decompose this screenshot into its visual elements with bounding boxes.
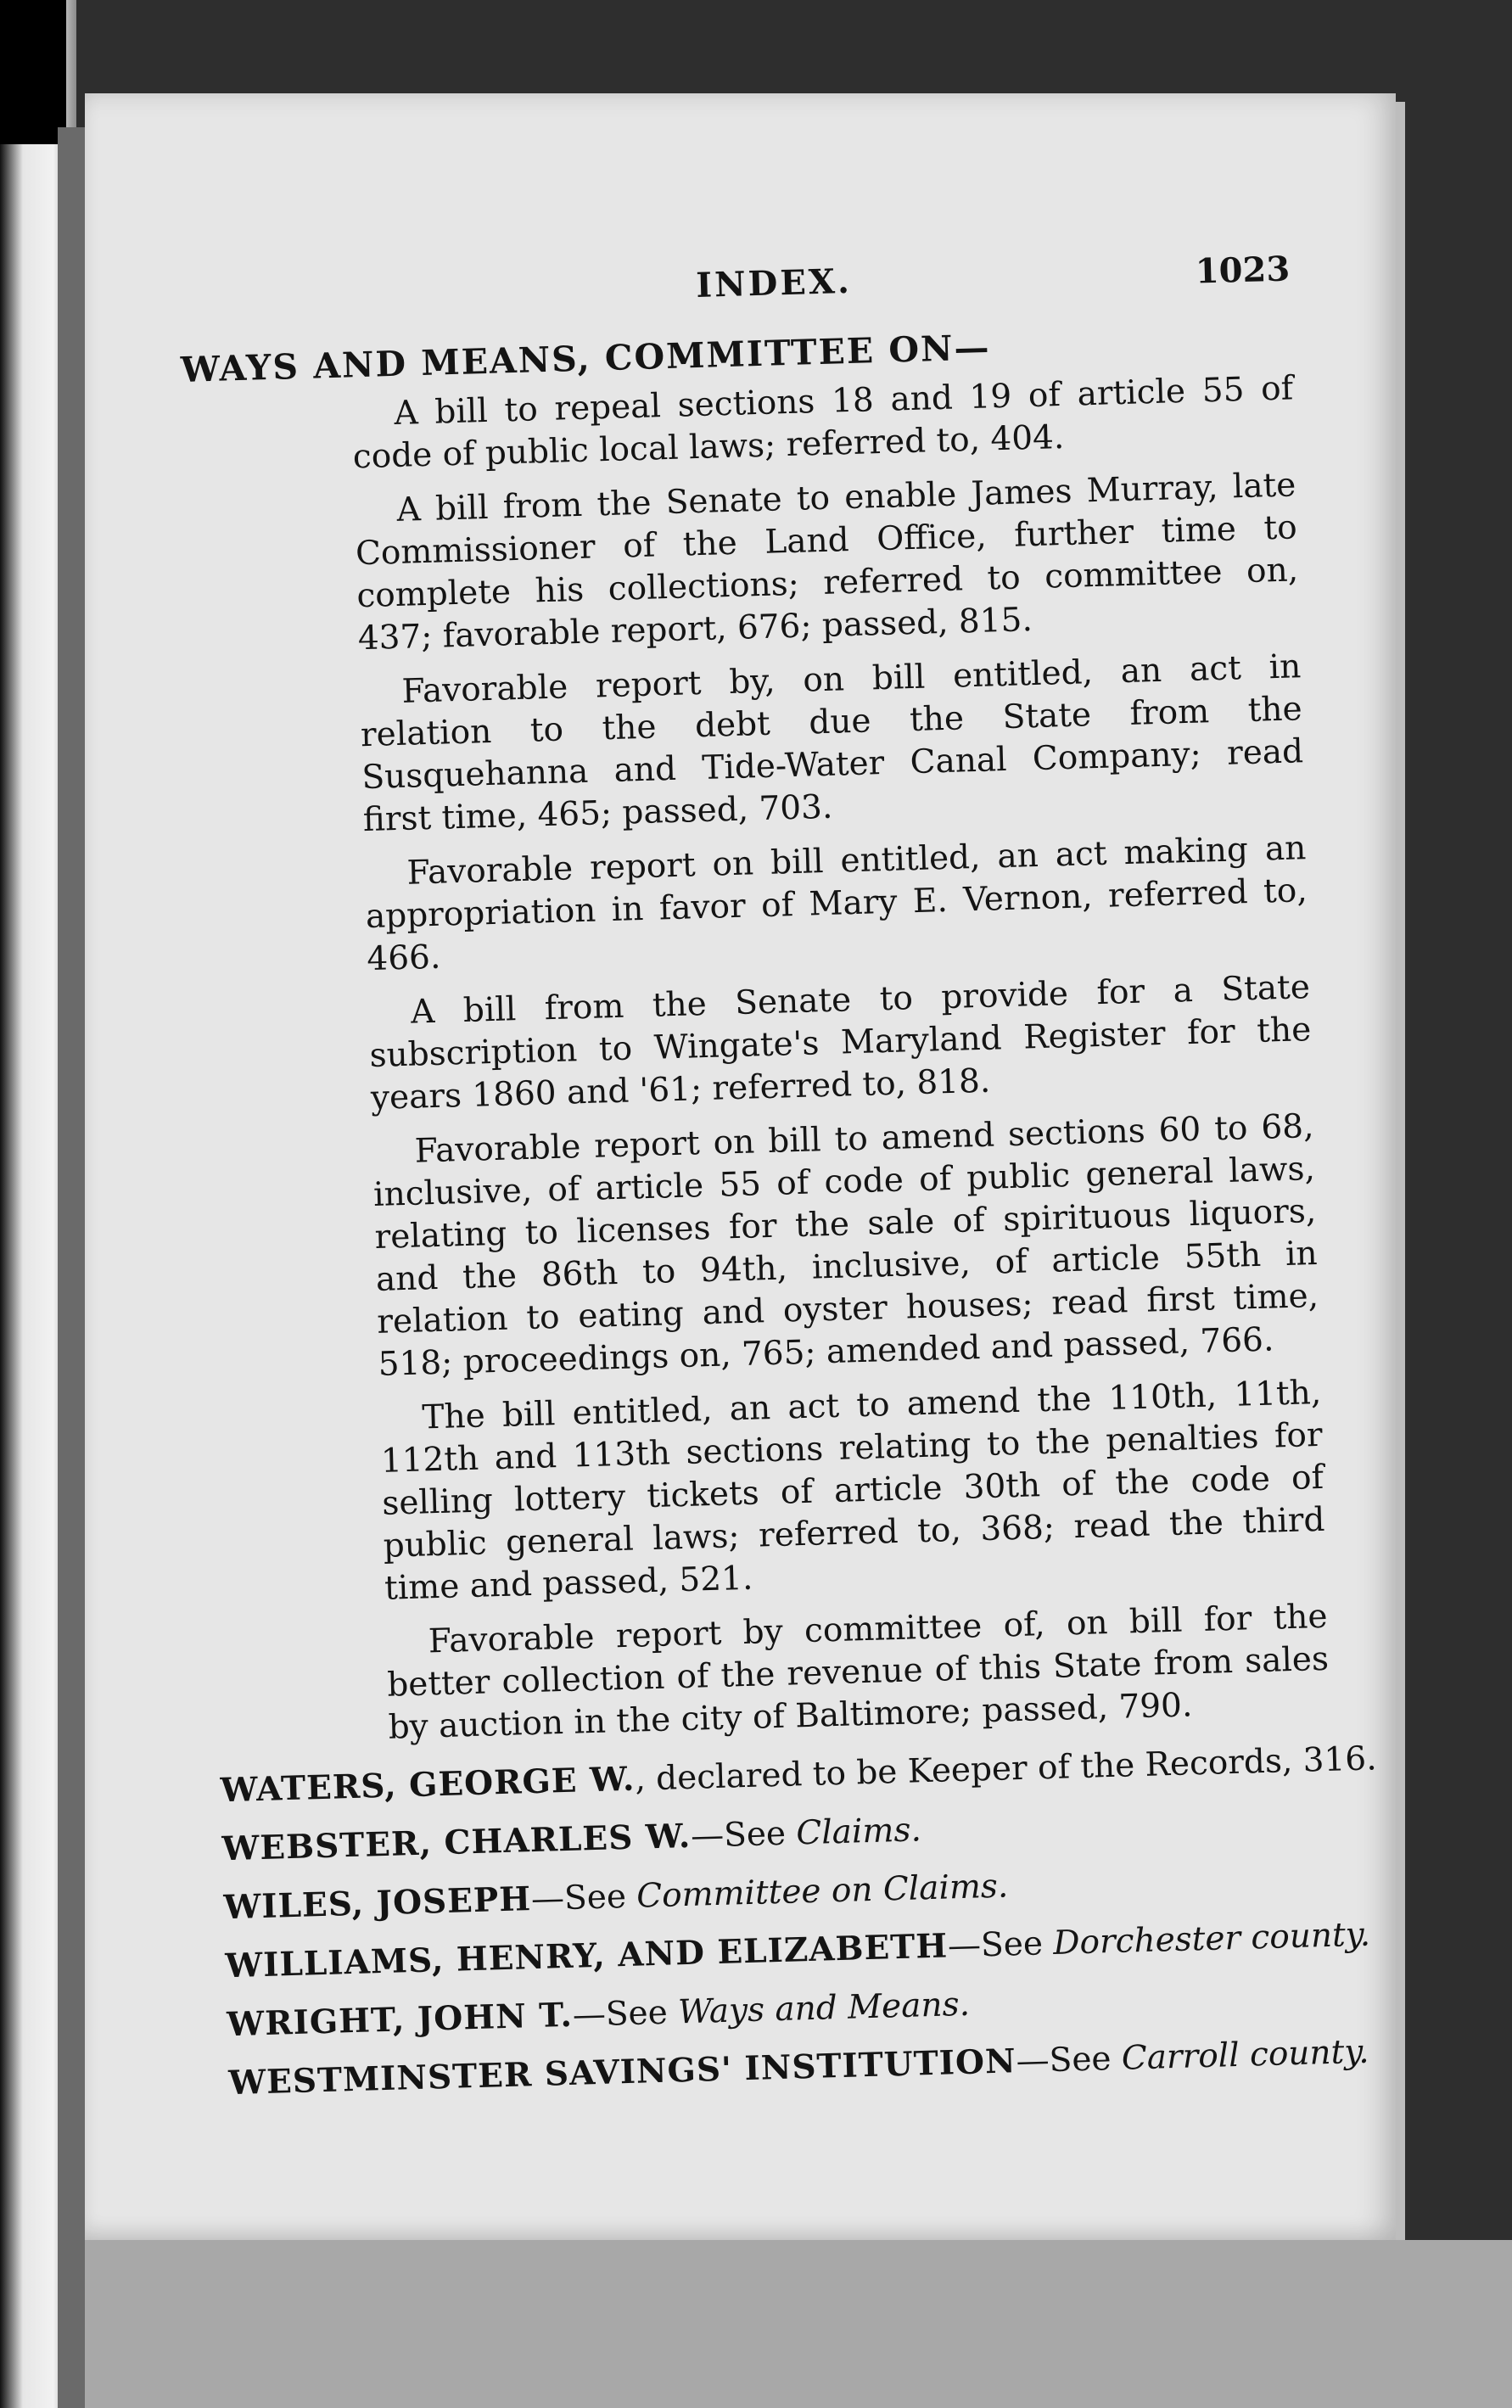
- sub-entry: A bill from the Senate to enable James Murray, late Commissioner of the Land Office, further time to complete his collections; referred to committee on, 437; favorable report, 676; passed, 815.: [355, 466, 1299, 658]
- background-surface: [85, 2240, 1512, 2408]
- entry-text: —See: [947, 1924, 1054, 1966]
- entry-text: , declared to be Keeper of the Records, 316.: [634, 1739, 1378, 1799]
- entry-name: WILLIAMS, HENRY, AND ELIZABETH: [224, 1926, 949, 1986]
- sub-entry: A bill to repeal sections 18 and 19 of article 55 of code of public local laws; referred to, 404.: [352, 369, 1294, 477]
- entry-text: —See: [690, 1814, 798, 1856]
- sub-entry: Favorable report on bill entitled, an act making an appropriation in favor of Mary E. Vernon, referred to, 466.: [365, 829, 1308, 979]
- entry-see: Dorchester county.: [1052, 1915, 1371, 1963]
- entry-name: WRIGHT, JOHN T.: [226, 1995, 574, 2045]
- dark-corner: [0, 0, 66, 144]
- entry-name: WESTMINSTER SAVINGS' INSTITUTION: [227, 2041, 1017, 2103]
- sub-entry: The bill entitled, an act to amend the 110th, 11th, 112th and 113th sections relating to the penalties for selling lottery tickets of article 30th of the code of public general laws; referred to, 368; read the third time and passed, 521.: [380, 1373, 1325, 1608]
- entry-see: Committee on Claims.: [636, 1867, 1009, 1916]
- sub-entry: A bill from the Senate to provide for a State subscription to Wingate's Maryland Register for the years 1860 and '61; referred to, 818.: [368, 968, 1312, 1118]
- sub-entry: Favorable report by, on bill entitled, an act in relation to the debt due the State from the Susquehanna and Tide-Water Canal Company; read first time, 465; passed, 703.: [360, 647, 1304, 840]
- index-heading: WAYS AND MEANS, COMMITTEE ON—: [180, 327, 992, 390]
- page-content: [178, 249, 1378, 2117]
- book-spine: [58, 127, 87, 2408]
- page-number: 1023: [1195, 249, 1291, 292]
- entry-see: Carroll county.: [1121, 2032, 1370, 2078]
- entry-name: WILES, JOSEPH: [222, 1879, 532, 1928]
- entry-see: Claims.: [795, 1811, 922, 1853]
- entry-name: WATERS, GEORGE W.: [220, 1759, 636, 1811]
- entry-text: —See: [572, 1993, 679, 2035]
- sub-entry: Favorable report on bill to amend sections 60 to 68, inclusive, of article 55 of code of public general laws, relating to licenses for the sale of spirituous liquors, and the 86th to 94th, inclusive, of article 55th in relation to eating and oyster houses; read first time, 518; proceedings on, 765; amended and passed, 766.: [372, 1107, 1319, 1384]
- entry-see: Ways and Means.: [677, 1985, 971, 2032]
- book-page: [85, 93, 1396, 2240]
- sub-entry: Favorable report by committee of, on bill for the better collection of the revenue of this State from sales by auction in the city of Baltimore; passed, 790.: [386, 1597, 1330, 1747]
- entry-text: —See: [1016, 2039, 1123, 2081]
- entry-name: WEBSTER, CHARLES W.: [221, 1816, 692, 1869]
- entry-text: —See: [530, 1877, 637, 1919]
- running-title: INDEX.: [695, 260, 853, 305]
